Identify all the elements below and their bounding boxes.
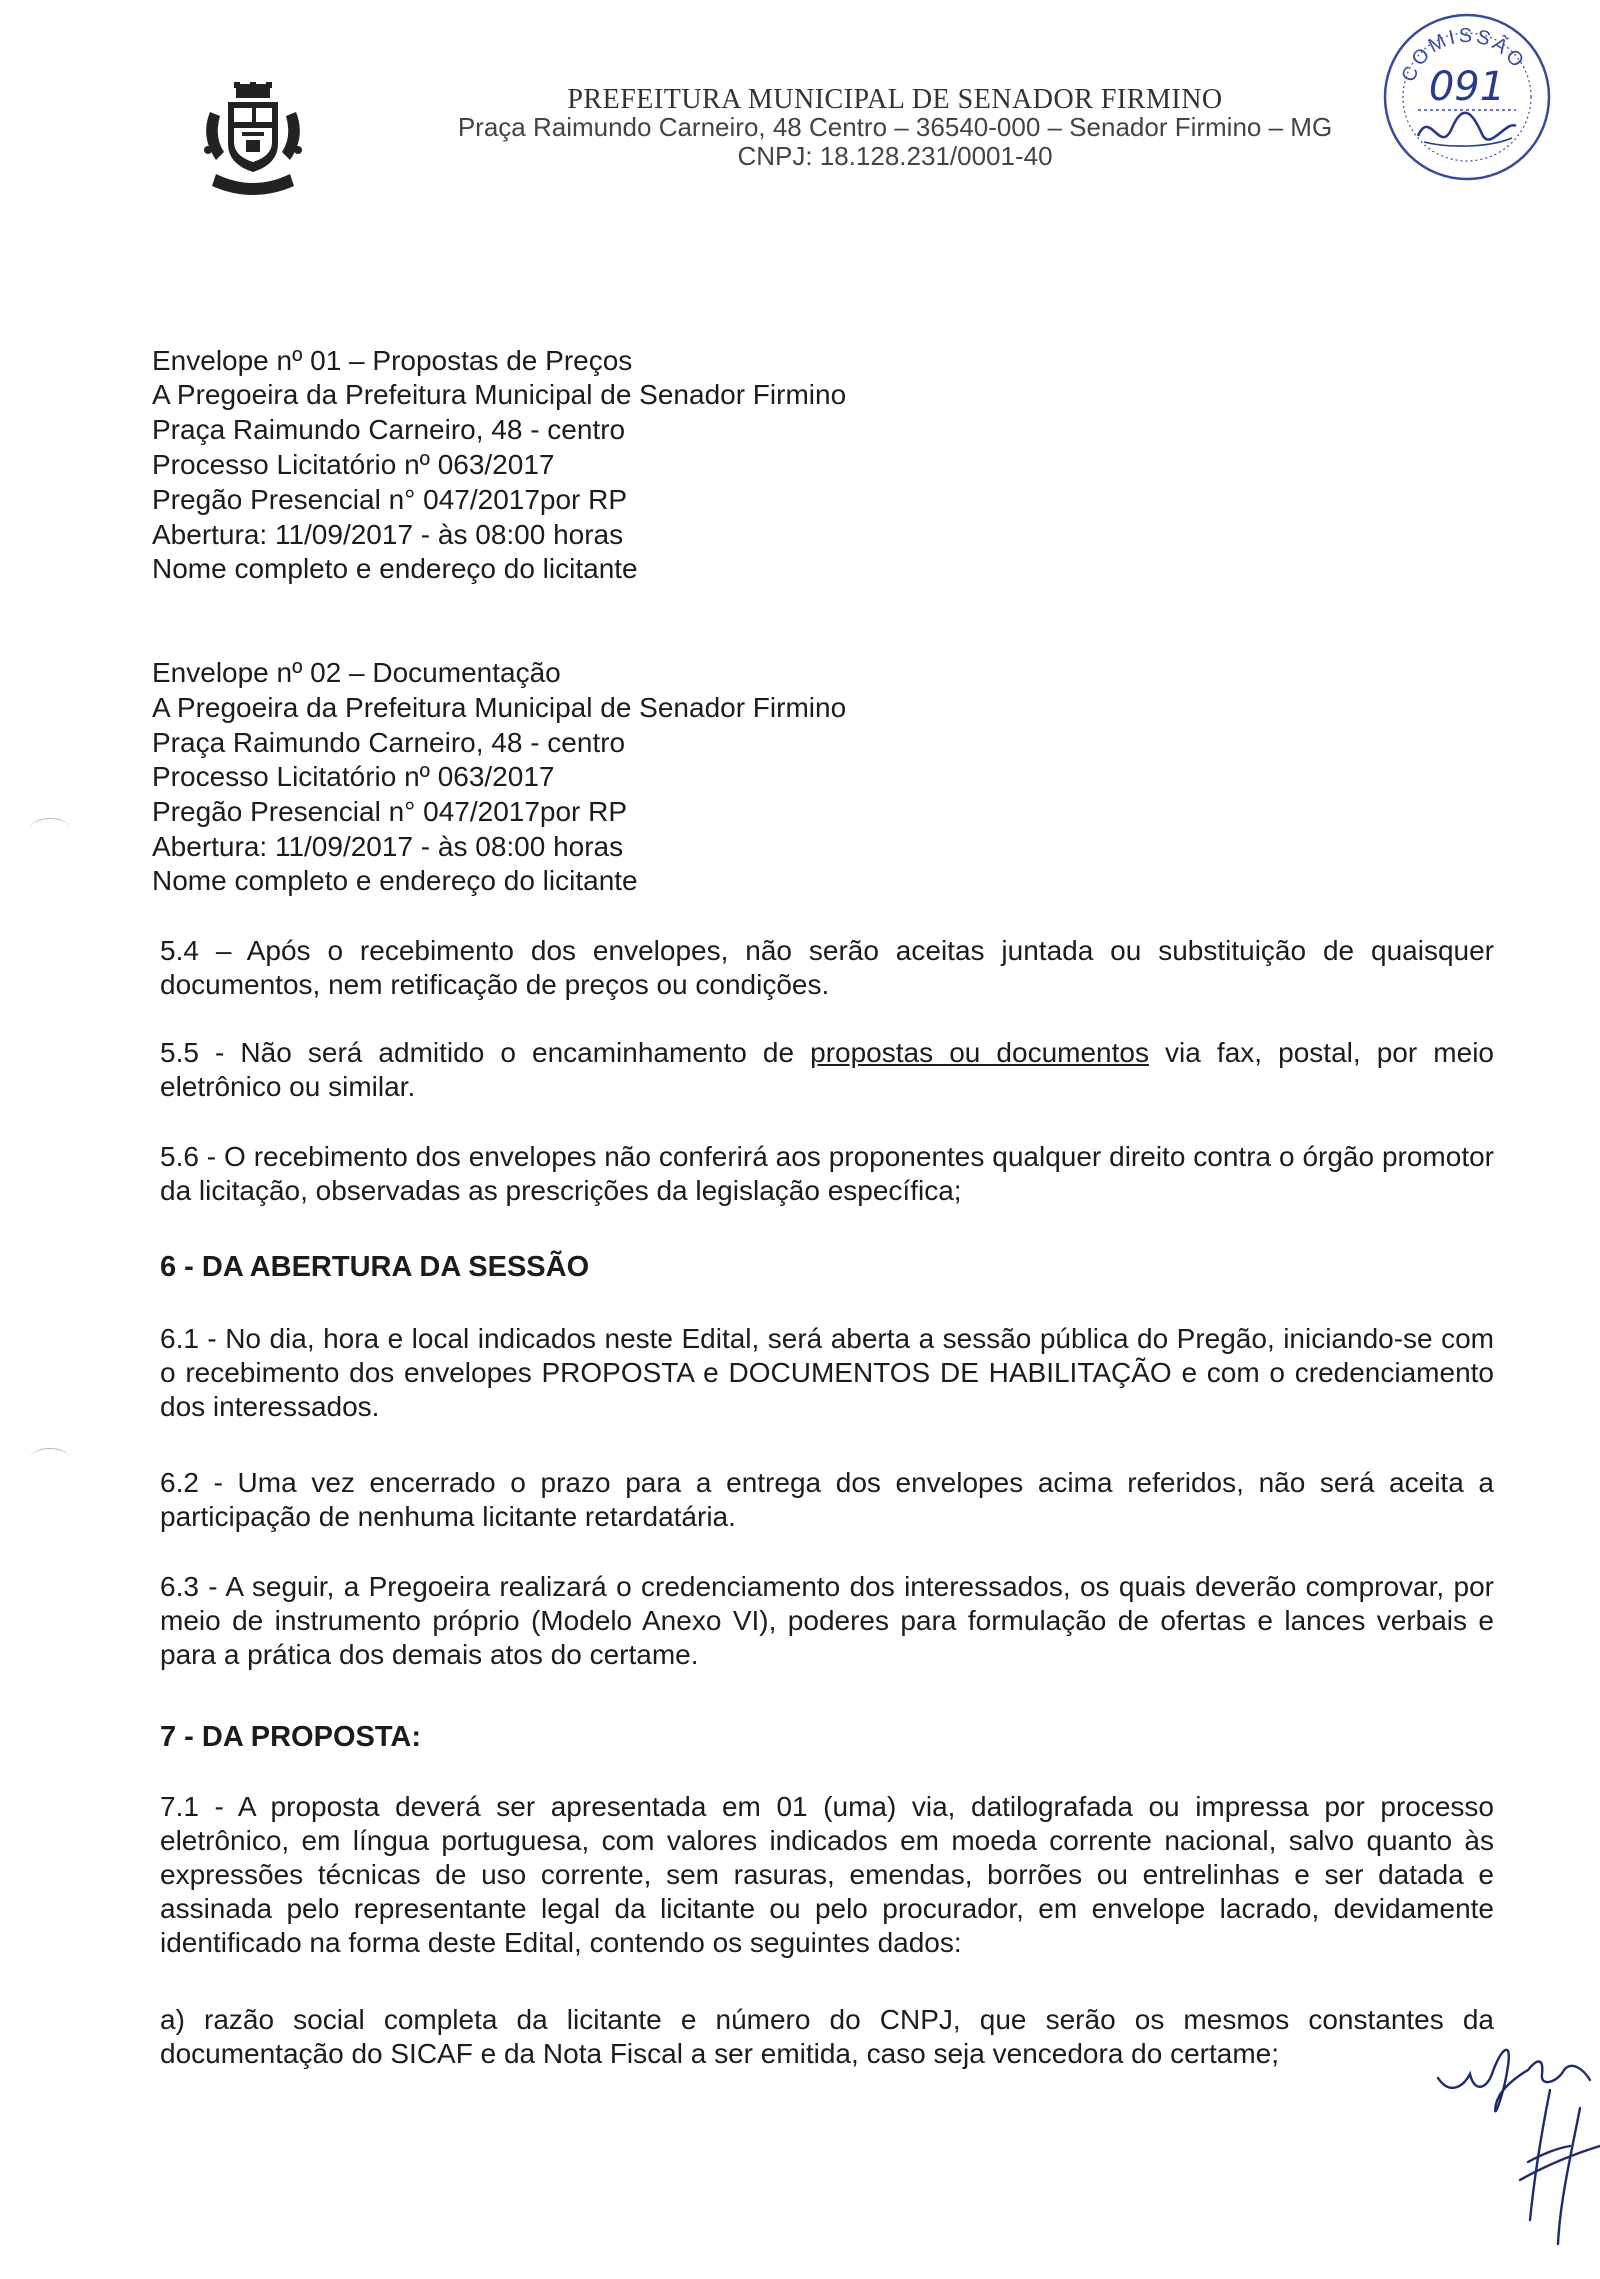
- envelope-01-title: Envelope nº 01 – Propostas de Preços: [152, 345, 633, 376]
- clause-5-5-underlined: propostas ou documentos: [810, 1037, 1149, 1068]
- commission-stamp: [1378, 8, 1556, 186]
- org-cnpj: CNPJ: 18.128.231/0001-40: [737, 141, 1053, 171]
- clause-6-1: 6.1 - No dia, hora e local indicados neste Edital, será aberta a sessão pública do Pregão, iniciando-se com o recebimento dos envelopes PROPOSTA e DOCUMENTOS DE HABILITAÇÃO e com o credenciamento dos interessados.: [160, 1323, 1494, 1422]
- municipal-coat-of-arms-icon: [198, 82, 308, 202]
- envelope-02-process: Processo Licitatório nº 063/2017: [152, 761, 555, 792]
- stamp-page-number: 091: [1428, 64, 1506, 110]
- clause-7-1-item-a: a) razão social completa da licitante e número do CNPJ, que serão os mesmos constantes da documentação do SICAF e da Nota Fiscal a ser emitida, caso seja vencedora do certame;: [160, 2004, 1494, 2069]
- clause-5-5: [160, 1036, 1494, 1104]
- envelope-01-process: Processo Licitatório nº 063/2017: [152, 449, 555, 480]
- clause-5-4: 5.4 – Após o recebimento dos envelopes, não serão aceitas juntada ou substituição de quaisquer documentos, nem retificação de preços ou condições.: [160, 935, 1494, 1000]
- section-7-heading: 7 - DA PROPOSTA:: [160, 1721, 422, 1753]
- org-address: Praça Raimundo Carneiro, 48 Centro – 36540-000 – Senador Firmino – MG: [457, 112, 1333, 142]
- stamp-label: COMISSÃO: [1397, 25, 1530, 86]
- clause-7-1: 7.1 - A proposta deverá ser apresentada em 01 (uma) via, datilografada ou impressa por processo eletrônico, em língua portuguesa, com valores indicados em moeda corrente nacional, salvo quanto às expressões técnicas de uso corrente, sem rasuras, emendas, borrões ou entrelinhas e ser datada e assinada pelo representante legal da licitante ou pelo procurador, em envelope lacrado, devidamente identificado na forma deste Edital, contendo os seguintes dados:: [160, 1791, 1494, 1958]
- clause-6-2: 6.2 - Uma vez encerrado o prazo para a entrega dos envelopes acima referidos, não será aceita a participação de nenhuma licitante retardatária.: [160, 1467, 1494, 1532]
- clause-5-5-text-b: via fax, postal, por meio eletrônico ou similar.: [160, 1037, 1494, 1102]
- margin-hole-mark: [30, 1448, 70, 1469]
- org-name: PREFEITURA MUNICIPAL DE SENADOR FIRMINO: [567, 84, 1223, 115]
- envelope-02-opening: Abertura: 11/09/2017 - às 08:00 horas: [152, 831, 624, 862]
- envelope-02-pregao: Pregão Presencial n° 047/2017por RP: [152, 796, 628, 827]
- envelope-01-opening: Abertura: 11/09/2017 - às 08:00 horas: [152, 519, 624, 550]
- envelope-02-recipient: A Pregoeira da Prefeitura Municipal de Senador Firmino: [152, 692, 847, 723]
- envelope-01-bidder: Nome completo e endereço do licitante: [152, 553, 638, 584]
- envelope-02-title: Envelope nº 02 – Documentação: [152, 657, 561, 688]
- clause-5-5-text-a: 5.5 - Não será admitido o encaminhamento de: [160, 1037, 811, 1068]
- envelope-02-address: Praça Raimundo Carneiro, 48 - centro: [152, 727, 626, 758]
- envelope-01-recipient: A Pregoeira da Prefeitura Municipal de Senador Firmino: [152, 379, 847, 410]
- margin-hole-mark: [30, 818, 70, 839]
- handwritten-initials: [1430, 2030, 1600, 2275]
- envelope-02-bidder: Nome completo e endereço do licitante: [152, 865, 638, 896]
- section-6-heading: 6 - DA ABERTURA DA SESSÃO: [160, 1251, 590, 1283]
- clause-5-6: 5.6 - O recebimento dos envelopes não conferirá aos proponentes qualquer direito contra o órgão promotor da licitação, observadas as prescrições da legislação específica;: [160, 1141, 1494, 1206]
- envelope-01-address: Praça Raimundo Carneiro, 48 - centro: [152, 414, 626, 445]
- clause-6-3: 6.3 - A seguir, a Pregoeira realizará o credenciamento dos interessados, os quais deverão comprovar, por meio de instrumento próprio (Modelo Anexo VI), poderes para formulação de ofertas e lances verbais e para a prática dos demais atos do certame.: [160, 1571, 1494, 1670]
- envelope-01-pregao: Pregão Presencial n° 047/2017por RP: [152, 484, 628, 515]
